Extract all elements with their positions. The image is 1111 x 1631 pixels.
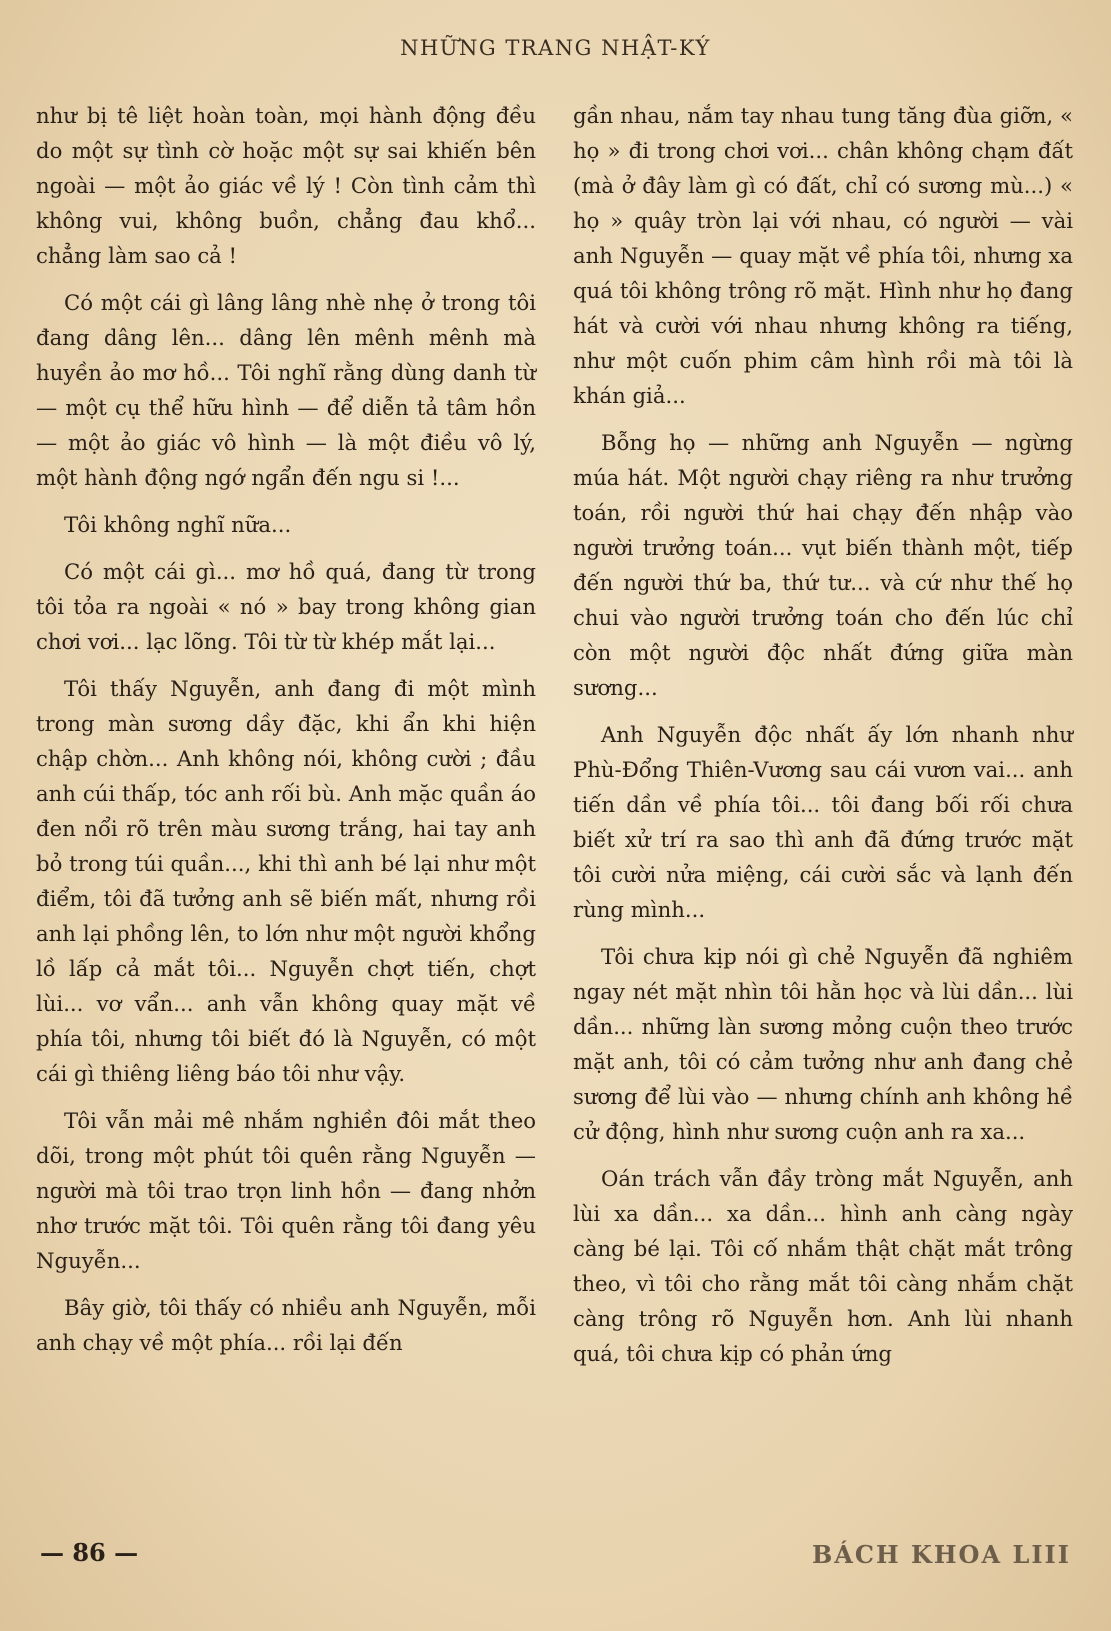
paragraph: Oán trách vẫn đầy tròng mắt Nguyễn, anh lùi xa dần... xa dần... hình anh càng ngày càng bé lại. Tôi cố nhắm thật chặt mắt trông theo, vì tôi cho rằng mắt tôi càng nhắm chặt càng trông rõ Nguyễn hơn. Anh lùi nhanh quá, tôi chưa kịp có phản ứng (573, 1166, 1073, 1366)
paragraph: Có một cái gì lâng lâng nhè nhẹ ở trong tôi đang dâng lên... dâng lên mênh mênh mà huyền ảo mơ hồ... Tôi nghĩ rằng dùng danh từ — một cụ thể hữu hình — để diễn tả tâm hồn — một ảo giác vô hình — là một điều vô lý, một hành động ngớ ngẩn đến ngu si !... (36, 290, 536, 490)
paragraph: Bỗng họ — những anh Nguyễn — ngừng múa hát. Một người chạy riêng ra như trưởng toán, rồi người thứ hai chạy đến nhập vào người trưởng toán... vụt biến thành một, tiếp đến người thứ ba, thứ tư... và cứ như thế họ chui vào người trưởng toán cho đến lúc chỉ còn một người độc nhất đứng giữa màn sương... (573, 430, 1073, 700)
paragraph: Bây giờ, tôi thấy có nhiều anh Nguyễn, mỗi anh chạy về một phía... rồi lại đến (36, 1295, 536, 1355)
page-number: — 86 — (40, 1538, 139, 1567)
paragraph: Tôi chưa kịp nói gì chẻ Nguyễn đã nghiêm ngay nét mặt nhìn tôi hằn học và lùi dần... lùi dần... những làn sương mỏng cuộn theo trước mặt anh, tôi có cảm tưởng như anh đang chẻ sương để lùi vào — nhưng chính anh không hề cử động, hình như sương cuộn anh ra xa... (573, 944, 1073, 1144)
magazine-name: BÁCH KHOA LIII (811, 1540, 1071, 1569)
paragraph: Tôi không nghĩ nữa... (64, 512, 292, 537)
paragraph: Tôi vẫn mải mê nhắm nghiền đôi mắt theo dõi, trong một phút tôi quên rằng Nguyễn — người mà tôi trao trọn linh hồn — đang nhởn nhơ trước mặt tôi. Tôi quên rằng tôi đang yêu Nguyễn... (36, 1108, 536, 1273)
paragraph: Có một cái gì... mơ hồ quá, đang từ trong tôi tỏa ra ngoài « nó » bay trong không gian chơi vơi... lạc lõng. Tôi từ từ khép mắt lại... (36, 559, 536, 654)
paragraph: như bị tê liệt hoàn toàn, mọi hành động đều do một sự tình cờ hoặc một sự sai khiến bên ngoài — một ảo giác về lý ! Còn tình cảm thì không vui, không buồn, chẳng đau khổ... chẳng làm sao cả ! (36, 103, 536, 268)
left-column (36, 98, 536, 1372)
running-title: NHỮNG TRANG NHẬT-KÝ (400, 36, 711, 60)
paragraph: Tôi thấy Nguyễn, anh đang đi một mình trong màn sương dầy đặc, khi ẩn khi hiện chập chờn... Anh không nói, không cười ; đầu anh cúi thấp, tóc anh rối bù. Anh mặc quần áo đen nổi rõ trên màu sương trắng, hai tay anh bỏ trong túi quần..., khi thì anh bé lại như một điểm, tôi đã tưởng anh sẽ biến mất, nhưng rồi anh lại phồng lên, to lớn như một người khổng lồ lấp cả mắt tôi... Nguyễn chợt tiến, chợt lùi... vơ vẩn... anh vẫn không quay mặt về phía tôi, nhưng tôi biết đó là Nguyễn, có một cái gì thiêng liêng báo tôi như vậy. (36, 676, 536, 1086)
paragraph: gần nhau, nắm tay nhau tung tăng đùa giỡn, « họ » đi trong chơi vơi... chân không chạm đất (mà ở đây làm gì có đất, chỉ có sương mù...) « họ » quây tròn lại với nhau, có người — vài anh Nguyễn — quay mặt về phía tôi, nhưng xa quá tôi không trông rõ mặt. Hình như họ đang hát và cười với nhau nhưng không ra tiếng, như một cuốn phim câm hình rồi mà tôi là khán giả... (573, 103, 1073, 408)
right-column (573, 98, 1073, 1383)
paragraph: Anh Nguyễn độc nhất ấy lớn nhanh như Phù-Đổng Thiên-Vương sau cái vươn vai... anh tiến dần về phía tôi... tôi đang bối rối chưa biết xử trí ra sao thì anh đã đứng trước mặt tôi cười nửa miệng, cái cười sắc và lạnh đến rùng mình... (573, 722, 1073, 922)
